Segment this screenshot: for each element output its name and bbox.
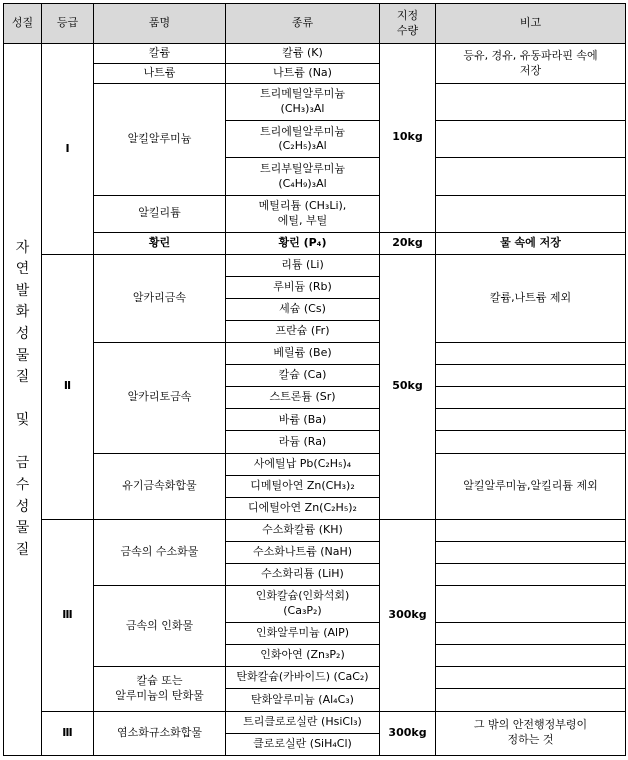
property-char: 화 <box>15 304 30 321</box>
property-char: 연 <box>15 261 30 278</box>
property-char: 성 <box>15 498 30 515</box>
grade-cell: Ⅱ <box>42 254 94 519</box>
type-cell: 바륨 (Ba) <box>226 409 380 431</box>
hazardous-materials-table <box>3 3 626 756</box>
type-cell: 스트론튬 (Sr) <box>226 387 380 409</box>
type-cell: 트리부틸알루미늄 (C₄H₉)₃Al <box>226 158 380 195</box>
item-cell: 칼슘 또는 알루미늄의 탄화물 <box>94 667 226 711</box>
table-row <box>4 343 626 365</box>
property-char <box>6 389 39 411</box>
type-cell: 수소화리튬 (LiH) <box>226 563 380 585</box>
item-cell: 나트륨 <box>94 64 226 84</box>
table-row <box>4 453 626 475</box>
remark-cell: 칼륨,나트륨 제외 <box>436 254 626 342</box>
remark-cell <box>436 409 626 431</box>
item-cell: 알카리금속 <box>94 254 226 342</box>
type-cell: 트리메틸알루미늄 (CH₃)₃Al <box>226 84 380 121</box>
type-cell: 사에틸납 Pb(C₂H₅)₄ <box>226 453 380 475</box>
header-property: 성질 <box>4 4 42 44</box>
property-char: 질 <box>15 369 30 386</box>
header-remarks: 비고 <box>436 4 626 44</box>
table-row <box>4 84 626 121</box>
item-cell: 칼륨 <box>94 44 226 64</box>
table-row <box>4 519 626 541</box>
type-cell: 디메틸아연 Zn(CH₃)₂ <box>226 475 380 497</box>
type-cell: 메틸리튬 (CH₃Li), 에틸, 부틸 <box>226 195 380 232</box>
type-cell: 루비듐 (Rb) <box>226 276 380 298</box>
header-item: 품명 <box>94 4 226 44</box>
type-cell: 라듐 (Ra) <box>226 431 380 453</box>
type-cell: 칼슘 (Ca) <box>226 365 380 387</box>
type-cell: 탄화칼슘(카바이드) (CaC₂) <box>226 667 380 689</box>
type-cell: 세슘 (Cs) <box>226 299 380 321</box>
property-cell <box>4 44 42 756</box>
remark-cell <box>436 84 626 121</box>
remark-cell <box>436 121 626 158</box>
header-quantity: 지정 수량 <box>380 4 436 44</box>
property-char: 성 <box>15 325 30 342</box>
remark-cell: 물 속에 저장 <box>436 232 626 254</box>
item-cell: 알킬리튬 <box>94 195 226 232</box>
type-cell: 프란슘 (Fr) <box>226 321 380 343</box>
quantity-cell: 300kg <box>380 711 436 756</box>
remark-cell: 알킬알루미늄,알킬리튬 제외 <box>436 453 626 519</box>
type-cell: 수소화칼륨 (KH) <box>226 519 380 541</box>
type-cell: 리튬 (Li) <box>226 254 380 276</box>
remark-cell <box>436 431 626 453</box>
remark-cell <box>436 645 626 667</box>
type-cell: 칼륨 (K) <box>226 44 380 64</box>
type-cell: 탄화알루미늄 (Al₄C₃) <box>226 689 380 711</box>
type-cell: 황린 (P₄) <box>226 232 380 254</box>
grade-cell: Ⅲ <box>42 711 94 756</box>
item-cell: 유기금속화합물 <box>94 453 226 519</box>
table-row <box>4 667 626 689</box>
table-row <box>4 586 626 623</box>
table-row <box>4 711 626 733</box>
remark-cell <box>436 387 626 409</box>
type-cell: 인화칼슘(인화석회) (Ca₃P₂) <box>226 586 380 623</box>
type-cell: 수소화나트륨 (NaH) <box>226 541 380 563</box>
table-row <box>4 195 626 232</box>
remark-cell <box>436 541 626 563</box>
remark-cell <box>436 689 626 711</box>
type-cell: 클로로실란 (SiH₄Cl) <box>226 733 380 755</box>
remark-cell <box>436 519 626 541</box>
remark-cell <box>436 195 626 232</box>
quantity-cell: 300kg <box>380 519 436 711</box>
property-char: 자 <box>15 239 30 256</box>
remark-cell <box>436 158 626 195</box>
type-cell: 디에틸아연 Zn(C₂H₅)₂ <box>226 497 380 519</box>
type-cell: 트리에틸알루미늄 (C₂H₅)₃Al <box>226 121 380 158</box>
type-cell: 트리클로로실란 (HsiCl₃) <box>226 711 380 733</box>
item-cell: 알카리토금속 <box>94 343 226 453</box>
table-row <box>4 232 626 254</box>
type-cell: 베릴륨 (Be) <box>226 343 380 365</box>
item-cell: 금속의 인화물 <box>94 586 226 667</box>
header-row <box>4 4 626 44</box>
property-char: 질 <box>15 541 30 558</box>
type-cell: 인화아연 (Zn₃P₂) <box>226 645 380 667</box>
header-grade: 등급 <box>42 4 94 44</box>
table-row <box>4 44 626 64</box>
item-cell: 염소화규소화합물 <box>94 711 226 756</box>
table-row <box>4 254 626 276</box>
type-cell: 인화알루미늄 (AlP) <box>226 623 380 645</box>
grade-cell: Ⅲ <box>42 519 94 711</box>
quantity-cell: 20kg <box>380 232 436 254</box>
remark-cell: 등유, 경유, 유동파라핀 속에 저장 <box>436 44 626 84</box>
header-type: 종류 <box>226 4 380 44</box>
quantity-cell: 50kg <box>380 254 436 519</box>
item-cell: 황린 <box>94 232 226 254</box>
item-cell: 알킬알루미늄 <box>94 84 226 195</box>
remark-cell <box>436 667 626 689</box>
property-char: 금 <box>15 455 30 472</box>
property-char <box>6 432 39 454</box>
remark-cell <box>436 365 626 387</box>
property-char: 발 <box>15 282 30 299</box>
remark-cell <box>436 563 626 585</box>
remark-cell: 그 밖의 안전행정부령이 정하는 것 <box>436 711 626 756</box>
property-char: 물 <box>15 520 30 537</box>
grade-cell: Ⅰ <box>42 44 94 255</box>
item-cell: 금속의 수소화물 <box>94 519 226 585</box>
remark-cell <box>436 586 626 623</box>
remark-cell <box>436 623 626 645</box>
quantity-cell: 10kg <box>380 44 436 233</box>
type-cell: 나트륨 (Na) <box>226 64 380 84</box>
property-char: 수 <box>15 477 30 494</box>
property-char: 물 <box>15 347 30 364</box>
property-char: 및 <box>15 412 30 429</box>
remark-cell <box>436 343 626 365</box>
